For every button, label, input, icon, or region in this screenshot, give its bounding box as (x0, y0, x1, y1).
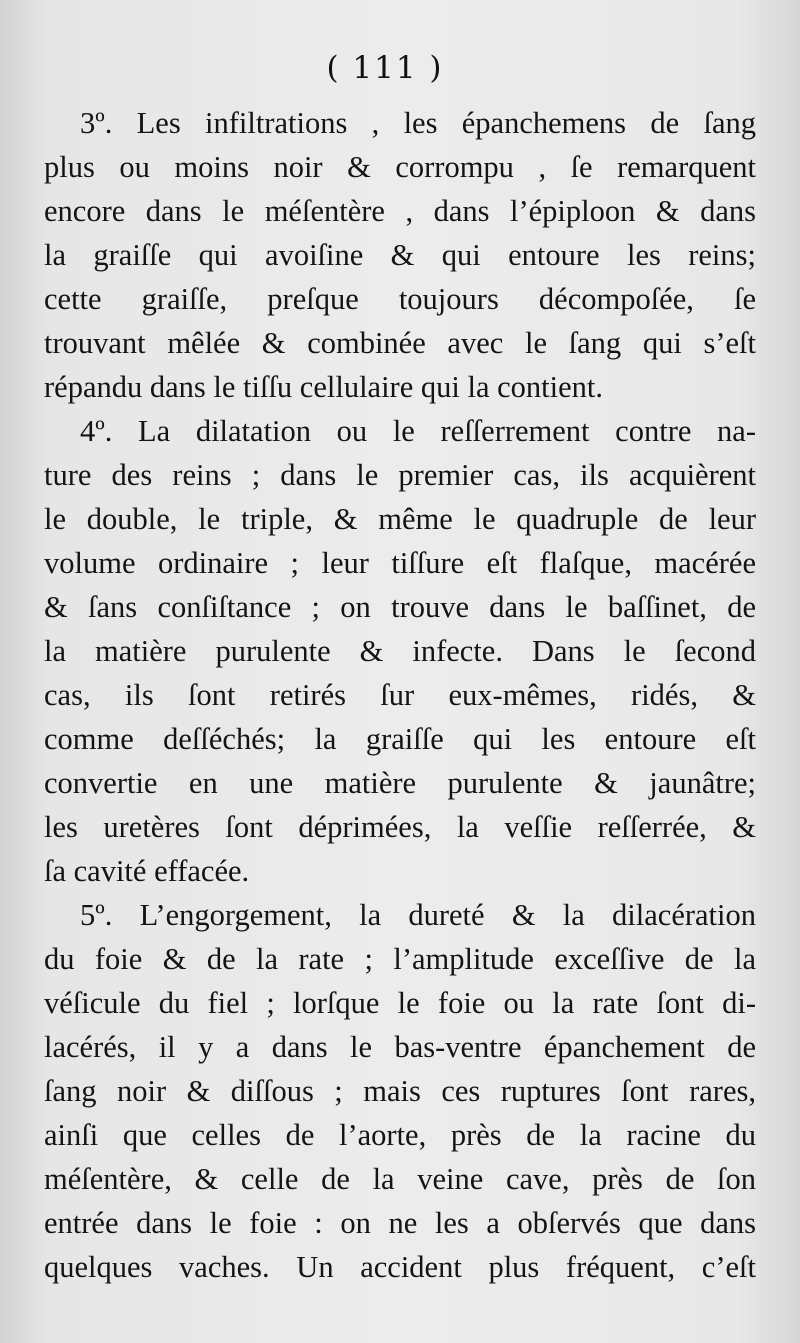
text-line: entrée dans le foie : on ne les a obſervés que dans (44, 1206, 756, 1240)
text-line: la matière purulente & infecte. Dans le ſecond (44, 634, 756, 668)
text-line: convertie en une matière purulente & jaunâtre; (44, 766, 756, 800)
text-line: 5º. L’engorgement, la dureté & la dilacération (80, 898, 756, 932)
text-line: véſicule du fiel ; lorſque le foie ou la rate ſont di- (44, 986, 756, 1020)
text-line: 4º. La dilatation ou le reſſerrement contre na- (80, 414, 756, 448)
text-line: ſa cavité effacée. (44, 854, 250, 888)
text-line: la graiſſe qui avoiſine & qui entoure les reins; (44, 238, 756, 272)
text-line: cas, ils ſont retirés ſur eux-mêmes, ridés, & (44, 678, 756, 712)
text-line: cette graiſſe, preſque toujours décompoſée, ſe (44, 282, 756, 316)
text-line: quelques vaches. Un accident plus fréquent, c’eſt (44, 1250, 756, 1284)
text-line: méſentère, & celle de la veine cave, près de ſon (44, 1162, 756, 1196)
text-line: lacérés, il y a dans le bas-ventre épanchement de (44, 1030, 756, 1064)
text-line: ſang noir & diſſous ; mais ces ruptures ſont rares, (44, 1074, 756, 1108)
text-line: plus ou moins noir & corrompu , ſe remarquent (44, 150, 756, 184)
text-line: encore dans le méſentère , dans l’épiploon & dans (44, 194, 756, 228)
page-text (44, 101, 756, 1289)
text-line: le double, le triple, & même le quadruple de leur (44, 502, 756, 536)
paragraph-3 (44, 101, 756, 409)
text-line: répandu dans le tiſſu cellulaire qui la contient. (44, 370, 603, 404)
text-line: ainſi que celles de l’aorte, près de la racine du (44, 1118, 756, 1152)
text-line: les uretères ſont déprimées, la veſſie reſſerrée, & (44, 810, 756, 844)
text-line: volume ordinaire ; leur tiſſure eſt flaſque, macérée (44, 546, 756, 580)
paragraph-5 (44, 893, 756, 1289)
page-number: ( 111 ) (326, 50, 444, 86)
text-line: ture des reins ; dans le premier cas, ils acquièrent (44, 458, 756, 492)
paragraph-4 (44, 409, 756, 893)
text-line: du foie & de la rate ; l’amplitude exceſſive de la (44, 942, 756, 976)
text-line: trouvant mêlée & combinée avec le ſang qui s’eſt (44, 326, 756, 360)
text-line: & ſans conſiſtance ; on trouve dans le baſſinet, de (44, 590, 756, 624)
text-line: comme deſſéchés; la graiſſe qui les entoure eſt (44, 722, 756, 756)
text-line: 3º. Les infiltrations , les épanchemens de ſang (80, 106, 756, 140)
